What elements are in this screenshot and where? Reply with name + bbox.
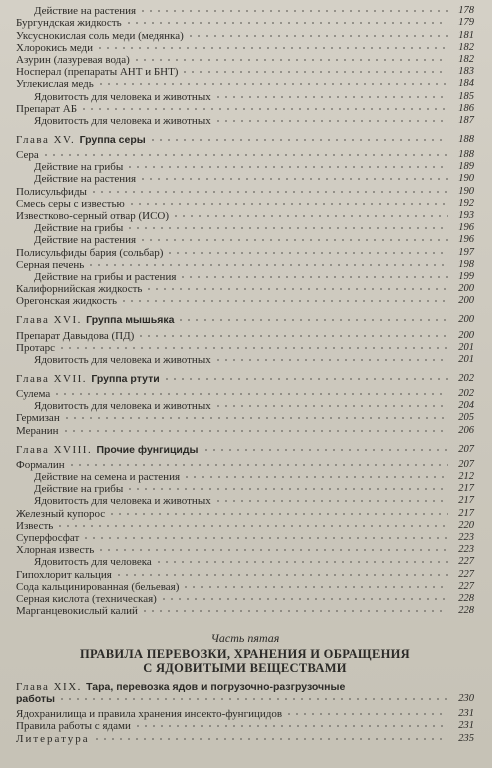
- toc-entry-page: 207: [458, 458, 474, 470]
- leader-dots: [80, 105, 448, 113]
- toc-entry: [16, 246, 474, 258]
- toc-entry-title: Ядовитость для человека и животных: [34, 400, 211, 413]
- leader-dots: [155, 558, 448, 566]
- toc-entry: [16, 78, 474, 90]
- leader-dots: [42, 151, 448, 159]
- toc-entry-page: 200: [458, 295, 474, 307]
- toc-entry: [16, 471, 474, 483]
- toc-entry-title: Ядохранилища и правила хранения инсекто-фунгицидов: [16, 708, 283, 721]
- toc-entry-page: 227: [458, 580, 474, 592]
- toc-entry: [16, 354, 474, 366]
- toc-entry-title: Смесь серы с известью: [16, 197, 125, 210]
- leader-dots: [126, 224, 448, 232]
- leader-dots: [166, 249, 448, 257]
- toc-entry-page: 199: [458, 270, 474, 282]
- toc-entry-page: 182: [458, 53, 474, 65]
- toc-entry-page: 223: [458, 531, 474, 543]
- toc-entry-title: Действие на грибы: [34, 161, 124, 174]
- toc-entry-title: Действие на семена и растения: [34, 471, 181, 483]
- leader-dots: [160, 595, 448, 603]
- leader-dots: [125, 19, 448, 27]
- toc-entry-page: 201: [458, 353, 474, 365]
- leader-dots: [120, 297, 448, 305]
- toc-entry: [16, 483, 474, 495]
- leader-dots: [133, 56, 448, 64]
- toc-entry-page: 200: [458, 283, 474, 295]
- leader-dots: [139, 7, 448, 15]
- toc-entry-page: 231: [458, 708, 474, 720]
- leader-dots: [126, 163, 448, 171]
- leader-dots: [63, 414, 448, 422]
- toc-entry: [16, 720, 474, 732]
- toc-entry-page: 228: [458, 605, 474, 617]
- leader-dots: [126, 485, 448, 493]
- toc-entry-title: Суперфосфат: [16, 531, 80, 544]
- toc-entry: [16, 581, 474, 593]
- toc-entry: [16, 388, 474, 400]
- toc-entry-title: Действие на растения: [34, 234, 137, 247]
- toc-entry: [16, 173, 474, 185]
- toc-entry-title: Известь: [16, 519, 54, 532]
- toc-entry: [16, 42, 474, 54]
- toc-entry: [16, 732, 474, 744]
- toc-entry-page: 186: [458, 102, 474, 114]
- toc-entry-page: 192: [458, 197, 474, 209]
- leader-dots: [82, 534, 448, 542]
- toc-entry-title: Уксуснокислая соль меди (медянка): [16, 29, 184, 42]
- toc-entry: [16, 593, 474, 605]
- toc-entry: [16, 400, 474, 412]
- toc-entry: [16, 459, 474, 471]
- leader-dots: [183, 473, 448, 481]
- toc-entry-title: Препарат Давыдова (ПД): [16, 329, 135, 342]
- toc-entry: [16, 556, 474, 568]
- toc-entry-page: 178: [458, 5, 474, 17]
- leader-dots: [141, 607, 448, 615]
- leader-dots: [214, 497, 448, 505]
- part-heading: Часть пятая: [210, 631, 280, 646]
- chapter-heading-18: Глава XVIII. Прочие фунгициды 207: [16, 443, 474, 456]
- toc-entry-page: 179: [458, 17, 474, 29]
- toc-section-top: [16, 5, 474, 127]
- toc-entry-title: Хлорокись меди: [16, 41, 93, 54]
- toc-entry-page: 183: [458, 66, 474, 78]
- toc-entry-title: Серная печень: [16, 258, 85, 271]
- leader-dots: [115, 571, 448, 579]
- toc-entry: [16, 161, 474, 173]
- toc-entry-title: Известково-серный отвар (ИСО): [16, 210, 170, 222]
- toc-entry: [16, 412, 474, 424]
- leader-dots: [56, 522, 448, 530]
- toc-entry-page: 181: [458, 29, 474, 41]
- chapter-heading-15: Глава XV. Группа серы 188: [16, 133, 474, 146]
- leader-dots: [285, 710, 448, 718]
- toc-entry-title: Серная кислота (техническая): [16, 592, 157, 605]
- toc-entry-title: Ядовитость для человека и животных: [34, 495, 211, 508]
- toc-entry: [16, 234, 474, 246]
- chapter-heading-19: Глава XIX. Тара, перевозка ядов и погрузочно-разгрузочные работы 230: [16, 681, 474, 706]
- leader-dots: [97, 80, 448, 88]
- toc-entry-title: Гермизан: [16, 412, 60, 425]
- toc-entry-title: Ядовитость для человека и животных: [34, 353, 211, 366]
- toc-entry-page: 190: [458, 185, 474, 197]
- toc-entry-page: 188: [458, 149, 474, 161]
- part-5-entries: [16, 708, 474, 745]
- toc-entry-title: Железный купорос: [16, 507, 106, 520]
- toc-entry: [16, 605, 474, 617]
- toc-entry-page: 217: [458, 483, 474, 495]
- toc-entry-page: 184: [458, 78, 474, 90]
- toc-entry: [16, 54, 474, 66]
- toc-entry: [16, 329, 474, 341]
- leader-dots: [97, 546, 448, 554]
- leader-dots: [128, 200, 448, 208]
- toc-entry-page: 227: [458, 556, 474, 568]
- toc-entry-title: Действие на грибы и растения: [34, 270, 177, 283]
- leader-dots: [87, 261, 448, 269]
- toc-entry-page: 204: [458, 400, 474, 412]
- leader-dots: [96, 44, 448, 52]
- toc-entry: [16, 90, 474, 102]
- toc-entry-page: 231: [458, 720, 474, 732]
- toc-entry: [16, 185, 474, 197]
- toc-entry: [16, 708, 474, 720]
- toc-entry: [16, 495, 474, 507]
- leader-dots: [108, 510, 448, 518]
- leader-dots: [139, 175, 448, 183]
- toc-entry-page: 185: [458, 90, 474, 102]
- toc-entry-page: 202: [458, 388, 474, 400]
- toc-entry: [16, 271, 474, 283]
- toc-entry: [16, 210, 474, 222]
- leader-dots: [214, 117, 448, 125]
- leader-dots: [137, 332, 448, 340]
- toc-entry: [16, 149, 474, 161]
- toc-entry-title: Протарс: [16, 341, 56, 354]
- toc-entry-title: Полисульфиды бария (сольбар): [16, 246, 164, 259]
- leader-dots: [93, 735, 448, 743]
- toc-entry-title: Сера: [16, 149, 39, 162]
- toc-entry: [16, 5, 474, 17]
- toc-entry: [16, 66, 474, 78]
- toc-entry-page: 223: [458, 544, 474, 556]
- toc-entry-page: 201: [458, 341, 474, 353]
- toc-entry-title: Препарат АБ: [16, 102, 78, 115]
- toc-entry: [16, 568, 474, 580]
- toc-entry: [16, 103, 474, 115]
- toc-entry-title: Ядовитость для человека и животных: [34, 114, 211, 127]
- leader-dots: [181, 68, 448, 76]
- toc-entry: [16, 424, 474, 436]
- leader-dots: [139, 236, 448, 244]
- toc-entry-title: Углекислая медь: [16, 78, 94, 91]
- toc-entry-title: Правила работы с ядами: [16, 720, 131, 733]
- toc-entry-page: 193: [458, 210, 474, 221]
- leader-dots: [53, 390, 448, 398]
- chapter-18-entries: [16, 459, 474, 617]
- part-title: ПРАВИЛА ПЕРЕВОЗКИ, ХРАНЕНИЯ И ОБРАЩЕНИЯ С ЯДОВИТЫМИ ВЕЩЕСТВАМИ: [80, 647, 410, 676]
- toc-entry-page: 187: [458, 114, 474, 126]
- toc-entry-page: 217: [458, 495, 474, 507]
- leader-dots: [134, 722, 448, 730]
- leader-dots: [187, 32, 448, 40]
- leader-dots: [62, 427, 448, 435]
- toc-entry-page: 189: [458, 161, 474, 173]
- chapter-heading-16: Глава XVI. Группа мышьяка 200: [16, 314, 474, 327]
- toc-entry-page: 197: [458, 246, 474, 258]
- toc-entry-title: Сода кальцинированная (бельевая): [16, 580, 180, 593]
- toc-entry: [16, 295, 474, 307]
- toc-entry-page: 205: [458, 412, 474, 424]
- toc-entry-page: 200: [458, 329, 474, 341]
- leader-dots: [179, 273, 448, 281]
- toc-entry-title: Ядовитость для человека: [34, 556, 152, 569]
- chapter-16-entries: [16, 329, 474, 366]
- toc-entry-title: Азурин (лазуревая вода): [16, 53, 130, 66]
- toc-entry-title: Калифорнийская жидкость: [16, 283, 143, 296]
- toc-entry-title: Действие на растения: [34, 173, 137, 186]
- toc-entry: [16, 532, 474, 544]
- toc-entry-page: 228: [458, 592, 474, 604]
- toc-entry-page: 190: [458, 173, 474, 185]
- toc-entry-title: Меранин: [16, 424, 59, 437]
- toc-entry: [16, 29, 474, 41]
- leader-dots: [58, 344, 448, 352]
- toc-entry: [16, 520, 474, 532]
- leader-dots: [68, 461, 448, 469]
- toc-entry-page: 212: [458, 471, 474, 482]
- toc-entry: [16, 198, 474, 210]
- toc-entry-title: Действие на грибы: [34, 222, 124, 235]
- toc-entry-title: Литература: [16, 732, 90, 745]
- toc-entry-title: Сулема: [16, 388, 51, 401]
- toc-entry-title: Полисульфиды: [16, 185, 87, 198]
- leader-dots: [214, 93, 448, 101]
- leader-dots: [182, 583, 448, 591]
- leader-dots: [214, 356, 448, 364]
- toc-entry-title: Действие на грибы: [34, 483, 124, 496]
- leader-dots: [90, 188, 448, 196]
- chapter-heading-17: Глава XVII. Группа ртути 202: [16, 372, 474, 385]
- toc-entry-title: Ядовитость для человека и животных: [34, 90, 211, 103]
- toc-entry-page: 196: [458, 222, 474, 234]
- leader-dots: [145, 285, 448, 293]
- toc-entry: [16, 17, 474, 29]
- leader-dots: [214, 402, 448, 410]
- toc-entry-page: 206: [458, 424, 474, 436]
- toc-entry-page: 196: [458, 234, 474, 246]
- toc-entry: [16, 507, 474, 519]
- toc-entry-page: 227: [458, 568, 474, 580]
- toc-entry-title: Носперал (препараты АНТ и БНТ): [16, 66, 179, 79]
- leader-dots: [172, 212, 448, 220]
- toc-entry-page: 182: [458, 41, 474, 53]
- toc-entry-title: Марганцевокислый калий: [16, 605, 138, 618]
- toc-entry-page: 235: [458, 732, 474, 744]
- toc-entry: [16, 283, 474, 295]
- toc-entry-page: 198: [458, 258, 474, 270]
- toc-entry-page: 220: [458, 519, 474, 531]
- chapter-15-entries: [16, 149, 474, 307]
- chapter-17-entries: [16, 388, 474, 437]
- toc-entry: [16, 259, 474, 271]
- toc-entry-title: Формалин: [16, 458, 65, 471]
- toc-entry-title: Бургундская жидкость: [16, 17, 122, 30]
- toc-entry-page: 217: [458, 507, 474, 519]
- toc-entry-title: Гипохлорит кальция: [16, 568, 112, 581]
- toc-entry-title: Хлорная известь: [16, 544, 95, 557]
- toc-entry: [16, 342, 474, 354]
- toc-entry-title: Действие на растения: [34, 5, 137, 18]
- toc-entry: [16, 222, 474, 234]
- toc-entry: [16, 544, 474, 556]
- toc-entry: [16, 115, 474, 127]
- toc-entry-title: Орегонская жидкость: [16, 295, 118, 308]
